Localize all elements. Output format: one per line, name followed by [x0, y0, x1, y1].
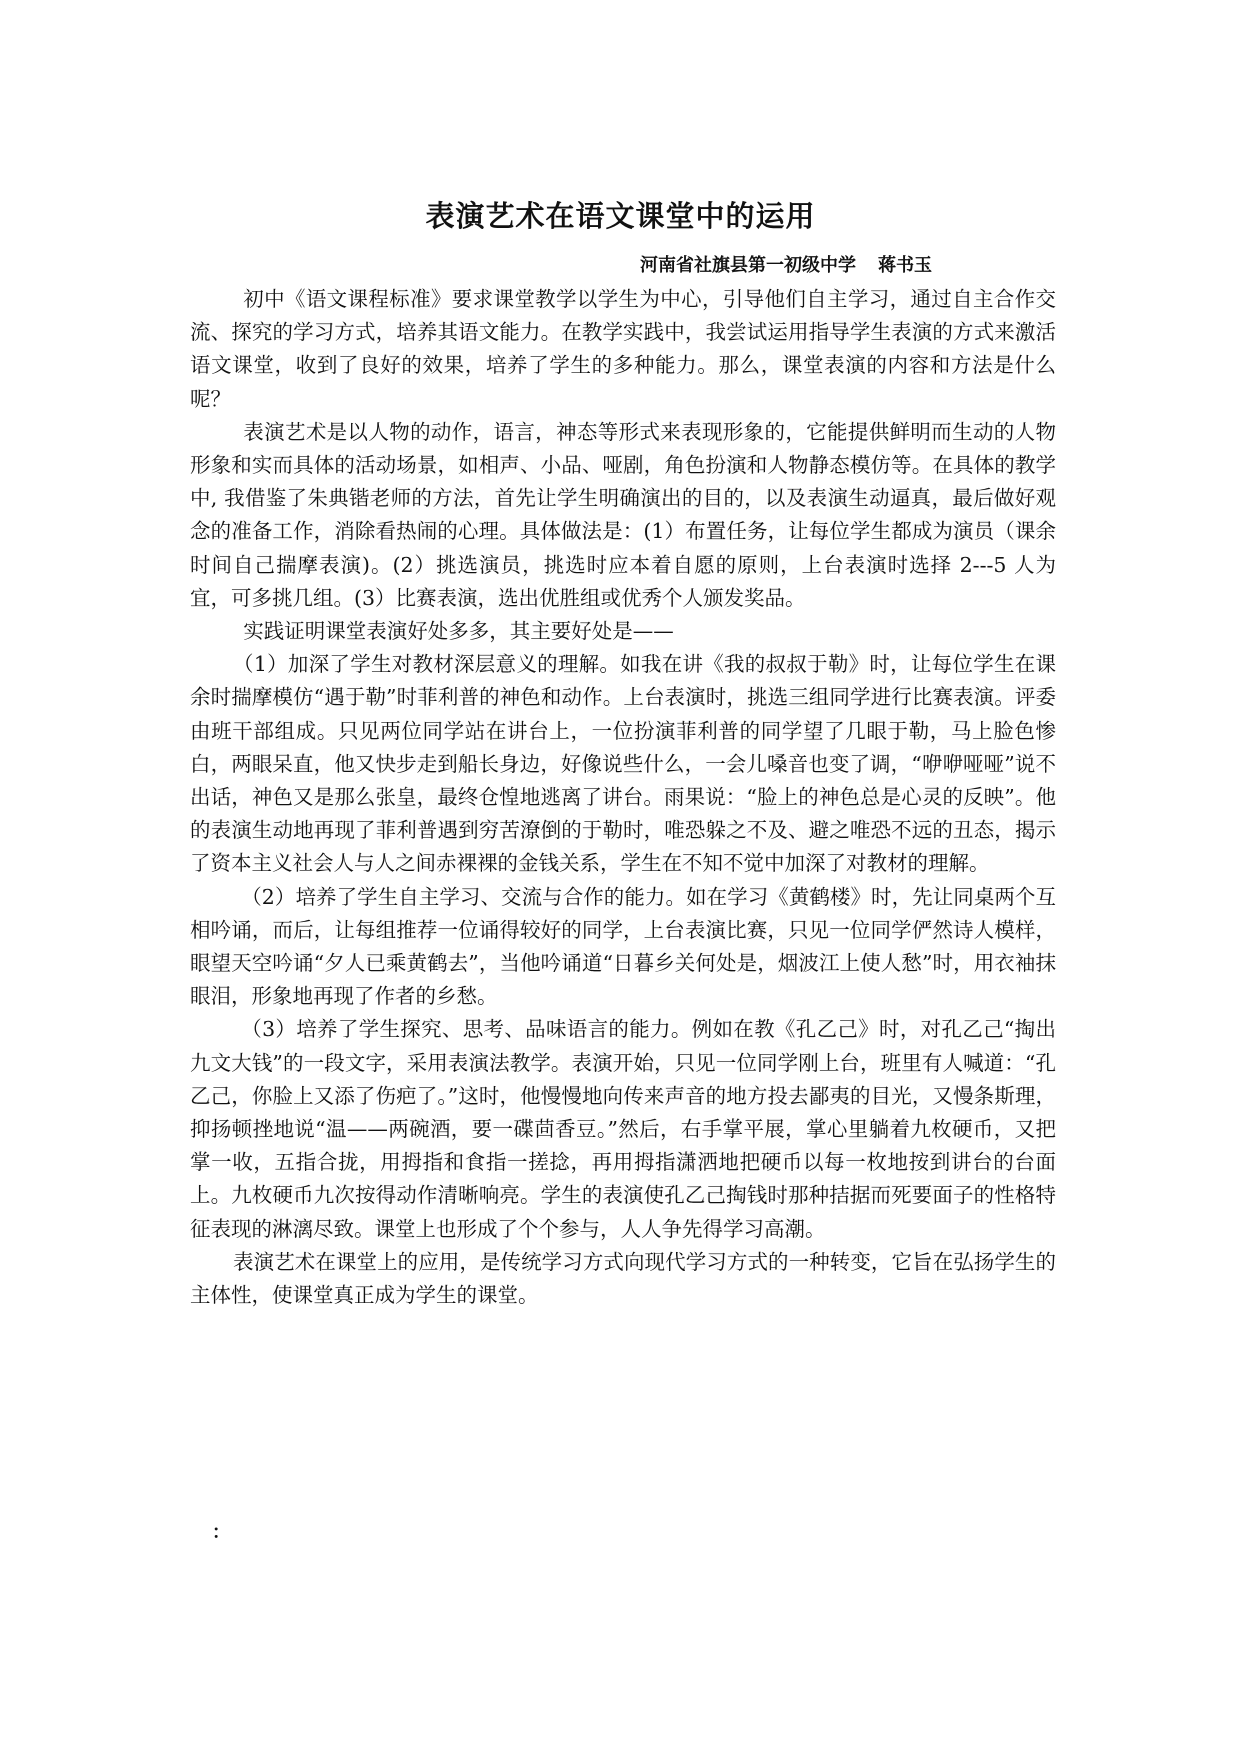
document-title: 表演艺术在语文课堂中的运用 — [425, 199, 816, 233]
paragraph-benefits-lead: 实践证明课堂表演好处多多，其主要好处是—— — [243, 619, 674, 644]
document-body — [190, 283, 1056, 1312]
paragraph-conclusion: 表演艺术在课堂上的应用，是传统学习方式向现代学习方式的一种转变，它旨在弘扬学生的主体性，使课堂真正成为学生的课堂。 — [190, 1249, 1056, 1308]
paragraph-benefit-2: （2）培养了学生自主学习、交流与合作的能力。如在学习《黄鹤楼》时，先让同桌两个互相吟诵，而后，让每组推荐一位诵得较好的同学，上台表演比赛，只见一位同学俨然诗人模样，眼望天空吟诵“夕人已乘黄鹤去”，当他吟诵道“日暮乡关何处是，烟波江上使人愁”时，用衣袖抹眼泪，形象地再现了作者的乡愁。 — [190, 884, 1056, 1009]
footer-mark: ： — [212, 1522, 230, 1543]
author-name: 蒋书玉 — [878, 255, 932, 276]
paragraph-benefit-3: （3）培养了学生探究、思考、品味语言的能力。例如在教《孔乙己》时，对孔乙己“掏出九文大钱”的一段文字，采用表演法教学。表演开始，只见一位同学刚上台，班里有人喊道：“孔乙己，你脸上又添了伤疤了。”这时，他慢慢地向传来声音的地方投去鄙夷的目光，又慢条斯理，抑扬顿挫地说“温——两碗酒，要一碟茴香豆。”然后，右手掌平展，掌心里躺着九枚硬币，又把掌一收，五指合拢，用拇指和食指一搓捻，再用拇指潇洒地把硬币以每一枚地按到讲台的台面上。九枚硬币九次按得动作清晰响亮。学生的表演使孔乙己掏钱时那种拮据而死要面子的性格特征表现的淋漓尽致。课堂上也形成了个个参与，人人争先得学习高潮。 — [190, 1017, 1056, 1241]
paragraph-intro: 初中《语文课程标准》要求课堂教学以学生为中心，引导他们自主学习，通过自主合作交流、探究的学习方式，培养其语文能力。在教学实践中，我尝试运用指导学生表演的方式来激活语文课堂，收到了良好的效果，培养了学生的多种能力。那么，课堂表演的内容和方法是什么呢？ — [190, 287, 1056, 411]
author-school: 河南省社旗县第一初级中学 — [640, 255, 856, 276]
author-line — [640, 253, 932, 279]
paragraph-method: 表演艺术是以人物的动作，语言，神态等形式来表现形象的，它能提供鲜明而生动的人物形象和实而具体的活动场景，如相声、小品、哑剧，角色扮演和人物静态模仿等。在具体的教学中, 我借鉴了朱典锴老师的方法，首先让学生明确演出的目的，以及表演生动逼真，最后做好观念的准备工作，消除看热闹的心理。具体做法是：(1）布置任务，让每位学生都成为演员（课余时间自己揣摩表演)。(2）挑选演员，挑选时应本着自愿的原则，上台表演时选择 2---5 人为宜，可多挑几组。(3）比赛表演，选出优胜组或优秀个人颁发奖品。 — [190, 419, 1056, 610]
paragraph-benefit-1: （1）加深了学生对教材深层意义的理解。如我在讲《我的叔叔于勒》时，让每位学生在课余时揣摩模仿“遇于勒”时菲利普的神色和动作。上台表演时，挑选三组同学进行比赛表演。评委由班干部组成。只见两位同学站在讲台上，一位扮演菲利普的同学望了几眼于勒，马上脸色惨白，两眼呆直，他又快步走到船长身边，好像说些什么，一会儿嗓音也变了调，“咿咿哑哑”说不出话，神色又是那么张皇，最终仓惶地逃离了讲台。雨果说：“脸上的神色总是心灵的反映”。他的表演生动地再现了菲利普遇到穷苦潦倒的于勒时，唯恐躲之不及、避之唯恐不远的丑态，揭示了资本主义社会人与人之间赤裸裸的金钱关系，学生在不知不觉中加深了对教材的理解。 — [190, 652, 1056, 876]
